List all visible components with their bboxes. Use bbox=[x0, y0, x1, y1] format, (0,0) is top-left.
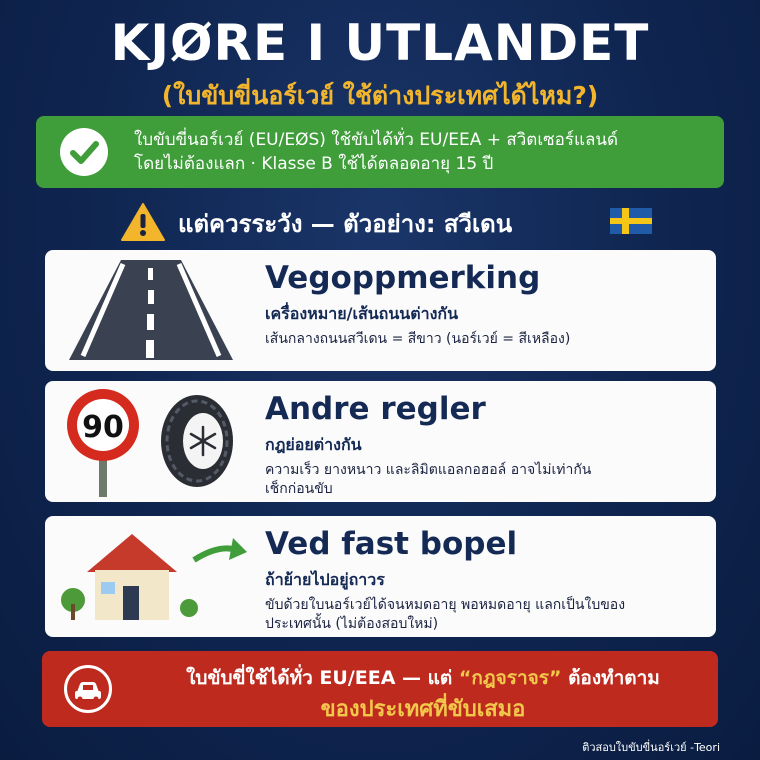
page-title: KJØRE I UTLANDET bbox=[110, 14, 650, 72]
card-subtitle: กฎย่อยต่างกัน bbox=[265, 435, 362, 454]
card-title: Ved fast bopel bbox=[265, 526, 518, 562]
road-icon bbox=[61, 258, 241, 367]
card-road-markings bbox=[45, 250, 716, 371]
speed-sign-value: 90 bbox=[82, 410, 124, 445]
card-permanent-residence bbox=[45, 516, 716, 637]
rules-banner-highlight: “กฎจราจร” bbox=[458, 667, 562, 689]
rules-banner-line-2: ของประเทศที่ขับเสมอ bbox=[320, 697, 526, 722]
checkmark-icon bbox=[60, 128, 108, 176]
card-title: Andre regler bbox=[265, 391, 486, 427]
info-banner-text bbox=[134, 128, 714, 176]
warning-row bbox=[0, 200, 760, 242]
rules-banner-text-a: ใบขับขี่ใช้ได้ทั่ว EU/EEA — แต่ bbox=[186, 667, 459, 689]
info-banner-line-2: โดยไม่ต้องแลก · Klasse B ใช้ได้ตลอดอายุ 15 ปี bbox=[134, 154, 494, 174]
footer-credit: ติวสอบใบขับขี่นอร์เวย์ -Teori bbox=[582, 741, 720, 754]
winter-tire-icon bbox=[153, 391, 237, 495]
warning-triangle-icon bbox=[120, 202, 166, 246]
card-description: ขับด้วยใบนอร์เวย์ได้จนหมดอายุ พอหมดอายุ แลกเป็นใบของประเทศนั้น (ไม่ต้องสอบใหม่) bbox=[265, 597, 626, 632]
warning-text: แต่ควรระวัง — ตัวอย่าง: สวีเดน bbox=[178, 210, 513, 238]
car-icon bbox=[64, 665, 112, 713]
speed-sign-icon bbox=[63, 387, 149, 503]
rules-banner bbox=[42, 651, 718, 727]
info-banner-line-1: ใบขับขี่นอร์เวย์ (EU/EØS) ใช้ขับได้ทั่ว EU/EEA + สวิตเซอร์แลนด์ bbox=[134, 130, 619, 150]
card-description: เส้นกลางถนนสวีเดน = สีขาว (นอร์เวย์ = สีเหลือง) bbox=[265, 331, 571, 347]
card-subtitle: ถ้าย้ายไปอยู่ถาวร bbox=[265, 570, 385, 589]
card-subtitle: เครื่องหมาย/เส้นถนนต่างกัน bbox=[265, 304, 459, 323]
sweden-flag-icon bbox=[610, 208, 652, 238]
rules-banner-line-1 bbox=[138, 663, 708, 693]
info-banner bbox=[36, 116, 724, 188]
card-other-rules bbox=[45, 381, 716, 502]
card-description: ความเร็ว ยางหนาว และลิมิตแอลกอฮอล์ อาจไม่เท่ากัน เช็กก่อนขับ bbox=[265, 462, 592, 497]
house-moving-icon bbox=[59, 524, 249, 628]
rules-banner-text-b: ต้องทำตาม bbox=[561, 667, 660, 689]
page-subtitle: (ใบขับขี่นอร์เวย์ ใช้ต่างประเทศได้ไหม?) bbox=[161, 81, 599, 110]
card-title: Vegoppmerking bbox=[265, 260, 541, 296]
